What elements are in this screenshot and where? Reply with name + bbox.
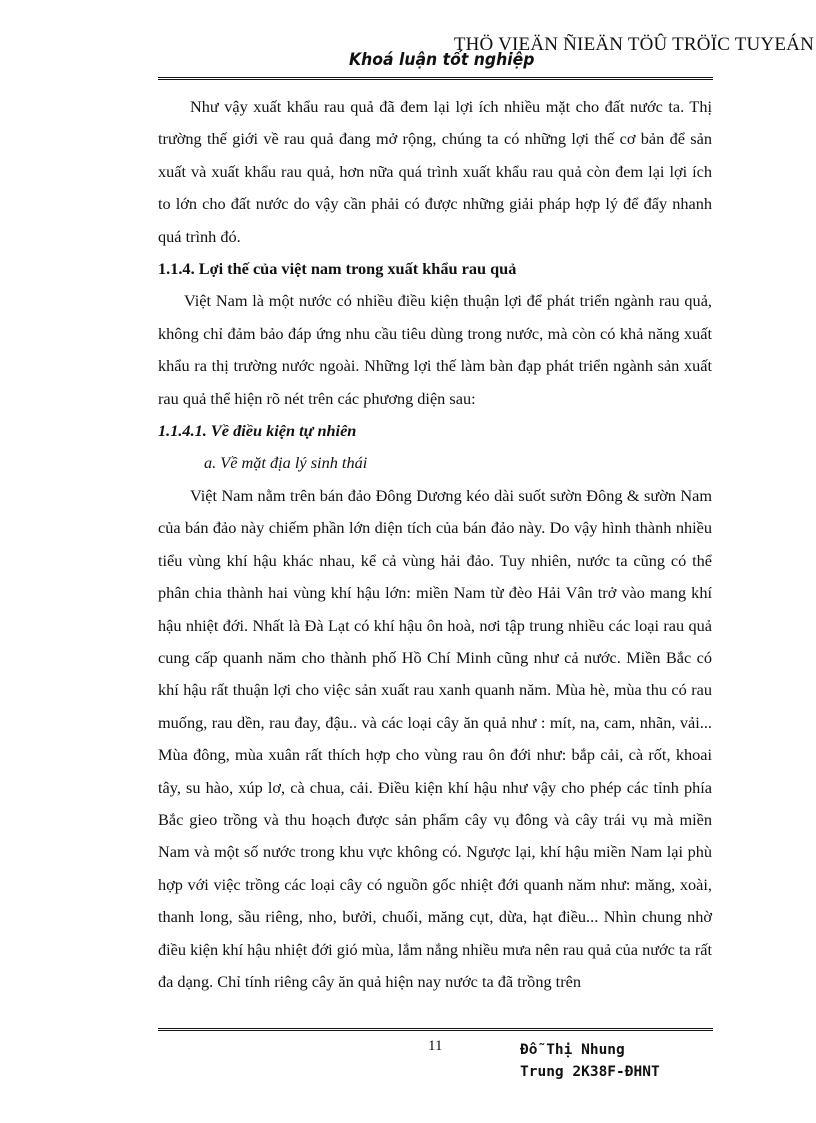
paragraph-intro: Như vậy xuất khẩu rau quả đã đem lại lợi ích nhiều mặt cho đất nước ta. Thị trường thế giới về rau quả đang mở rộng, chúng ta có những lợi thế cơ bản để sản xuất và xuất khẩu rau quả, hơn nữa quá trình xuất khẩu rau quả còn đem lại lợi ích to lớn cho đất nước do vậy cần phải có được những giải pháp hợp lý để đẩy nhanh quá trình đó. [158,97,712,246]
header-title: Khoá luận tốt nghiệp [349,50,535,70]
paragraph-advantages: Việt Nam là một nước có nhiều điều kiện thuận lợi để phát triển ngành rau quả, không chỉ đảm bảo đáp ứng nhu cầu tiêu dùng trong nước, mà còn có khả năng xuất khẩu ra thị trường nước ngoài. Những lợi thế làm bàn đạp phát triển ngành sản xuất rau quả thể hiện rõ nét trên các phương diện sau: [158,291,712,408]
section-heading-1-1-4: 1.1.4. Lợi thế của việt nam trong xuất khẩu rau quả [158,259,517,279]
author-name: Đỗ Thị Nhung [520,1042,625,1058]
header-divider [158,77,713,80]
section-heading-1-1-4-1: 1.1.4.1. Về điều kiện tự nhiên [158,421,357,441]
document-body [158,91,712,998]
page-number: 11 [428,1038,443,1054]
subsection-heading-a: a. Về mặt địa lý sinh thái [204,453,368,473]
library-watermark: THÖ VIEÄN ÑIEÄN TÖÛ TRÖÏC TUYEÁN [453,34,814,55]
author-class: Trung 2K38F-ĐHNT [520,1064,660,1080]
paragraph-geography: Việt Nam nằm trên bán đảo Đông Dương kéo dài suốt sườn Đông & sườn Nam của bán đảo này chiếm phần lớn diện tích của bán đảo này. Do vậy hình thành nhiều tiểu vùng khí hậu khác nhau, kể cả vùng hải đảo. Tuy nhiên, nước ta cũng có thể phân chia thành hai vùng khí hậu lớn: miền Nam từ đèo Hải Vân trở vào mang khí hậu nhiệt đới. Nhất là Đà Lạt có khí hậu ôn hoà, nơi tập trung nhiều các loại rau quả cung cấp quanh năm cho thành phố Hồ Chí Minh cũng như cả nước. Miền Bắc có khí hậu rất thuận lợi cho việc sản xuất rau xanh quanh năm. Mùa hè, mùa thu có rau muống, rau dền, rau đay, đậu.. và các loại cây ăn quả như : mít, na, cam, nhãn, vải... Mùa đông, mùa xuân rất thích hợp cho vùng rau ôn đới như: bắp cải, cà rốt, khoai tây, su hào, xúp lơ, cà chua, cải. Điều kiện khí hậu như vậy cho phép các tỉnh phía Bắc gieo trồng và thu hoạch được sản phẩm cây vụ đông và cây trái vụ mà miền Nam và một số nước trong khu vực không có. Ngược lại, khí hậu miền Nam lại phù hợp với việc trồng các loại cây có nguồn gốc nhiệt đới quanh năm như: măng, xoài, thanh long, sầu riêng, nho, bưởi, chuối, măng cụt, dừa, hạt điều... Nhìn chung nhờ điều kiện khí hậu nhiệt đới gió mùa, lắm nắng nhiều mưa nên rau quả của nước ta rất đa dạng. Chỉ tính riêng cây ăn quả hiện nay nước ta đã trồng trên [158,485,712,991]
footer-divider [158,1028,713,1031]
footer-author [520,1039,660,1083]
